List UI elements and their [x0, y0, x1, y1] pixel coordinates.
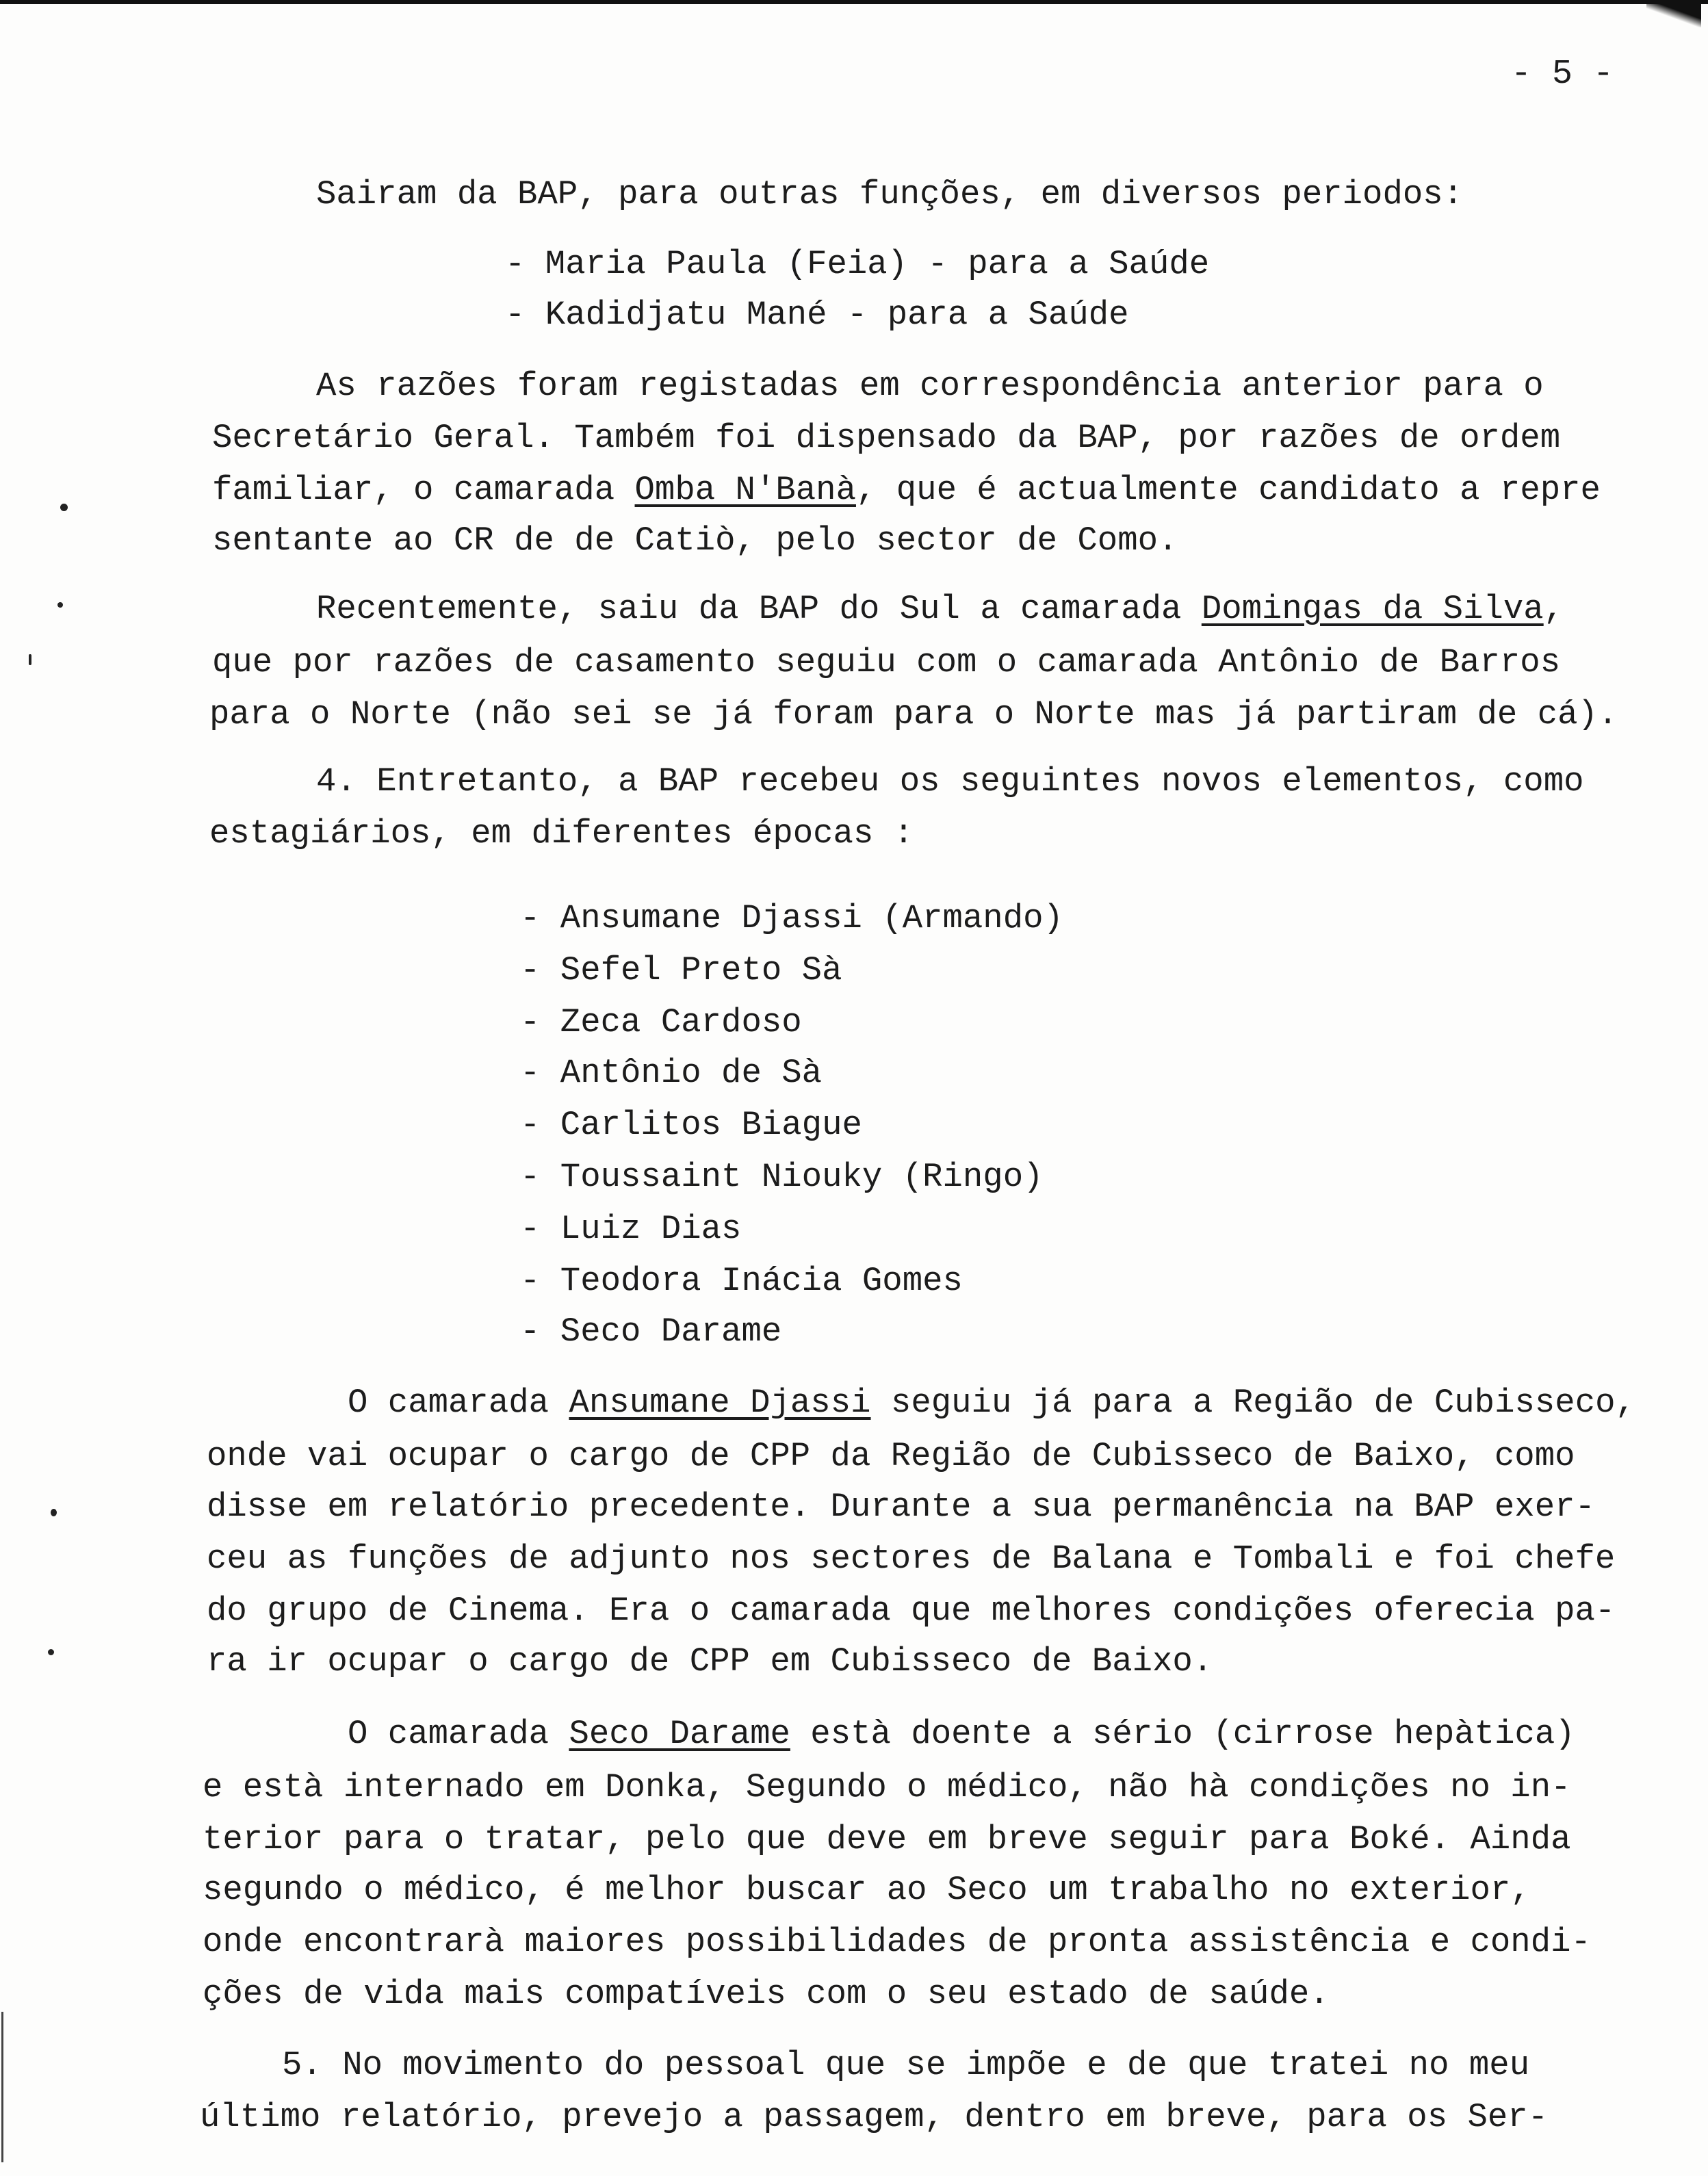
underlined-name: Domingas da Silva — [1201, 590, 1544, 628]
underlined-name: Ansumane Djassi — [569, 1384, 871, 1422]
list-item: - Zeca Cardoso — [520, 1003, 802, 1041]
scan-top-edge — [0, 0, 1708, 4]
text-line: que por razões de casamento seguiu com o camarada Antônio de Barros — [212, 643, 1561, 682]
text-line: onde vai ocupar o cargo de CPP da Região de Cubisseco de Baixo, como — [207, 1437, 1575, 1475]
list-item: - Seco Darame — [520, 1312, 782, 1351]
text-line: sentante ao CR de de Catiò, pelo sector de Como. — [212, 521, 1178, 560]
scan-left-edge — [1, 2012, 3, 2162]
text-line — [348, 1386, 1635, 1420]
margin-speck — [48, 1649, 54, 1655]
list-item: - Carlitos Biague — [520, 1106, 862, 1144]
margin-speck — [57, 602, 63, 608]
text-segment: O camarada — [348, 1715, 569, 1753]
text-line: estagiários, em diferentes épocas : — [209, 814, 914, 853]
text-line: 4. Entretanto, a BAP recebeu os seguintes novos elementos, como — [316, 762, 1584, 801]
page-number: - 5 - — [1511, 55, 1614, 94]
text-segment: està doente a sério (cirrose hepàtica) — [790, 1715, 1575, 1753]
margin-speck — [60, 504, 68, 511]
text-segment: , — [1543, 590, 1564, 628]
text-line: - Kadidjatu Mané - para a Saúde — [505, 296, 1129, 334]
text-line: do grupo de Cinema. Era o camarada que melhores condições oferecia pa- — [207, 1592, 1616, 1630]
text-line: Sairam da BAP, para outras funções, em diversos periodos: — [316, 175, 1464, 213]
list-item: - Toussaint Niouky (Ringo) — [520, 1158, 1044, 1196]
text-line — [212, 471, 1601, 509]
margin-speck — [51, 1509, 57, 1516]
text-line: disse em relatório precedente. Durante a sua permanência na BAP exer- — [207, 1488, 1595, 1526]
text-segment: familiar, o camarada — [212, 471, 635, 509]
list-item: - Antônio de Sà — [520, 1054, 823, 1092]
text-segment: Recentemente, saiu da BAP do Sul a camarada — [316, 590, 1202, 628]
text-line: 5. No movimento do pessoal que se impõe e de que tratei no meu — [282, 2046, 1530, 2084]
underlined-name: Omba N'Banà — [634, 471, 856, 509]
text-line: para o Norte (não sei se já foram para o Norte mas já partiram de cá). — [209, 695, 1618, 734]
text-line: segundo o médico, é melhor buscar ao Seco um trabalho no exterior, — [203, 1871, 1531, 1909]
scan-corner-mark — [1646, 0, 1701, 27]
text-segment: , que é actualmente candidato a repre — [855, 471, 1601, 509]
text-line: As razões foram registadas em correspondência anterior para o — [316, 367, 1544, 405]
text-line — [316, 590, 1564, 628]
list-item: - Sefel Preto Sà — [520, 951, 842, 989]
text-line: - Maria Paula (Feia) - para a Saúde — [505, 245, 1210, 283]
text-segment: seguiu já para a Região de Cubisseco, — [870, 1384, 1635, 1422]
text-line: Secretário Geral. Também foi dispensado da BAP, por razões de ordem — [212, 419, 1561, 457]
text-line: terior para o tratar, pelo que deve em breve seguir para Boké. Ainda — [203, 1820, 1571, 1858]
text-line: e està internado em Donka, Segundo o médico, não hà condições no in- — [203, 1768, 1571, 1806]
list-item: - Luiz Dias — [520, 1210, 742, 1248]
text-line: último relatório, prevejo a passagem, dentro em breve, para os Ser- — [200, 2098, 1549, 2136]
text-line: ra ir ocupar o cargo de CPP em Cubisseco de Baixo. — [207, 1642, 1213, 1681]
underlined-name: Seco Darame — [569, 1715, 790, 1753]
text-segment: O camarada — [348, 1384, 569, 1422]
text-line: onde encontrarà maiores possibilidades de pronta assistência e condi- — [203, 1923, 1591, 1961]
list-item: - Teodora Inácia Gomes — [520, 1262, 963, 1300]
list-item: - Ansumane Djassi (Armando) — [520, 899, 1063, 937]
margin-speck — [29, 654, 31, 665]
text-line: ceu as funções de adjunto nos sectores de Balana e Tombali e foi chefe — [207, 1540, 1616, 1578]
text-line: ções de vida mais compatíveis com o seu estado de saúde. — [203, 1975, 1330, 2013]
text-line — [348, 1715, 1575, 1753]
